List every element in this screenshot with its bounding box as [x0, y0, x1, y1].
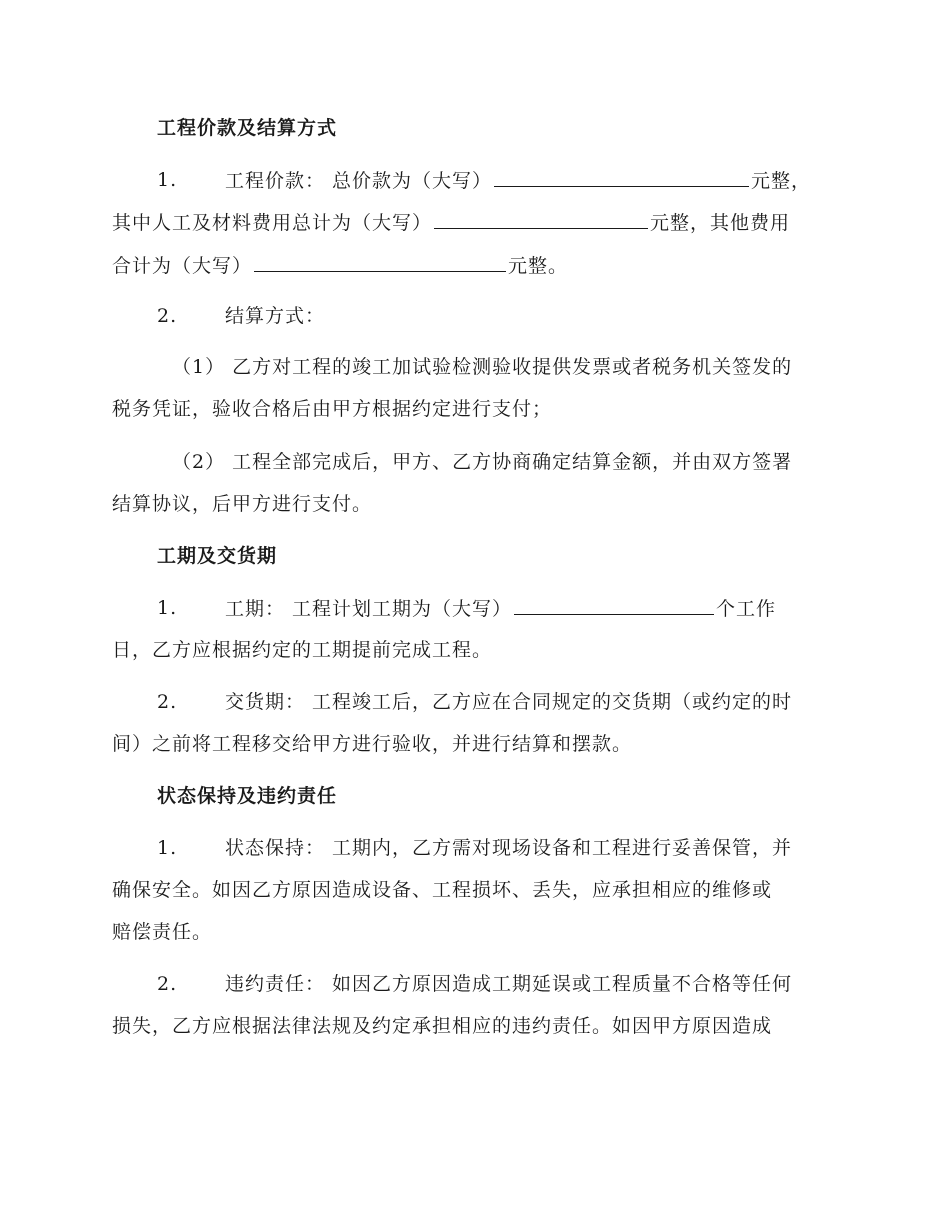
labor-material-label: 其中人工及材料费用总计为（大写） [112, 212, 433, 234]
price-total-suffix: 元整， [751, 170, 812, 192]
status-item-line-2: 确保安全。如因乙方原因造成设备、工程损坏、丢失，应承担相应的维修或 [112, 879, 773, 901]
price-item-line-1 [112, 168, 842, 192]
item-number: 1. [157, 597, 178, 619]
settlement-label: 结算方式： [225, 305, 326, 327]
labor-material-suffix: 元整，其他费用 [650, 212, 791, 234]
other-fee-suffix: 元整。 [508, 255, 569, 277]
price-item-line-3 [112, 253, 842, 277]
delivery-item-line-2: 间）之前将工程移交给甲方进行验收，并进行结算和摆款。 [112, 733, 633, 755]
schedule-days-blank[interactable] [514, 596, 714, 615]
breach-line-1-text: 违约责任： 如因乙方原因造成工期延误或工程质量不合格等任何 [225, 973, 793, 995]
schedule-days-suffix: 个工作 [716, 598, 777, 620]
schedule-days-label: 工期： 工程计划工期为（大写） [225, 598, 513, 620]
settlement-sub-2-line-1: （2） 工程全部完成后，甲方、乙方协商确定结算金额，并由双方签署 [172, 451, 793, 473]
status-item-line-3: 赔偿责任。 [112, 921, 213, 943]
delivery-line-1-text: 交货期： 工程竣工后，乙方应在合同规定的交货期（或约定的时 [225, 691, 793, 713]
item-number: 2. [157, 973, 178, 995]
delivery-item-line-1 [112, 690, 842, 714]
other-fee-label: 合计为（大写） [112, 255, 253, 277]
schedule-item-line-1 [112, 596, 842, 620]
item-number: 2. [157, 305, 178, 327]
settlement-item [112, 304, 842, 328]
item-number: 2. [157, 691, 178, 713]
status-item-line-1 [112, 836, 842, 860]
item-number: 1. [157, 169, 178, 191]
schedule-item-line-2: 日，乙方应根据约定的工期提前完成工程。 [112, 639, 493, 661]
price-total-label: 工程价款： 总价款为（大写） [225, 170, 493, 192]
settlement-sub-2-line-2: 结算协议，后甲方进行支付。 [112, 493, 373, 515]
settlement-sub-1-line-1: （1） 乙方对工程的竣工加试验检测验收提供发票或者税务机关签发的 [172, 356, 793, 378]
status-line-1-text: 状态保持： 工期内，乙方需对现场设备和工程进行妥善保管，并 [225, 837, 793, 859]
section-heading-schedule: 工期及交货期 [157, 545, 278, 567]
price-line-1-text [225, 168, 811, 193]
item-number: 1. [157, 837, 178, 859]
settlement-sub-1-line-2: 税务凭证，验收合格后由甲方根据约定进行支付； [112, 398, 553, 420]
labor-material-blank[interactable] [434, 210, 648, 229]
section-heading-price: 工程价款及结算方式 [157, 117, 338, 139]
schedule-line-1-text [225, 596, 776, 621]
breach-item-line-2: 损失，乙方应根据法律法规及约定承担相应的违约责任。如因甲方原因造成 [112, 1015, 773, 1037]
section-heading-liability: 状态保持及违约责任 [157, 785, 338, 807]
price-item-line-2 [112, 210, 842, 234]
breach-item-line-1 [112, 972, 842, 996]
other-fee-blank[interactable] [254, 253, 506, 272]
price-total-blank[interactable] [494, 168, 749, 187]
